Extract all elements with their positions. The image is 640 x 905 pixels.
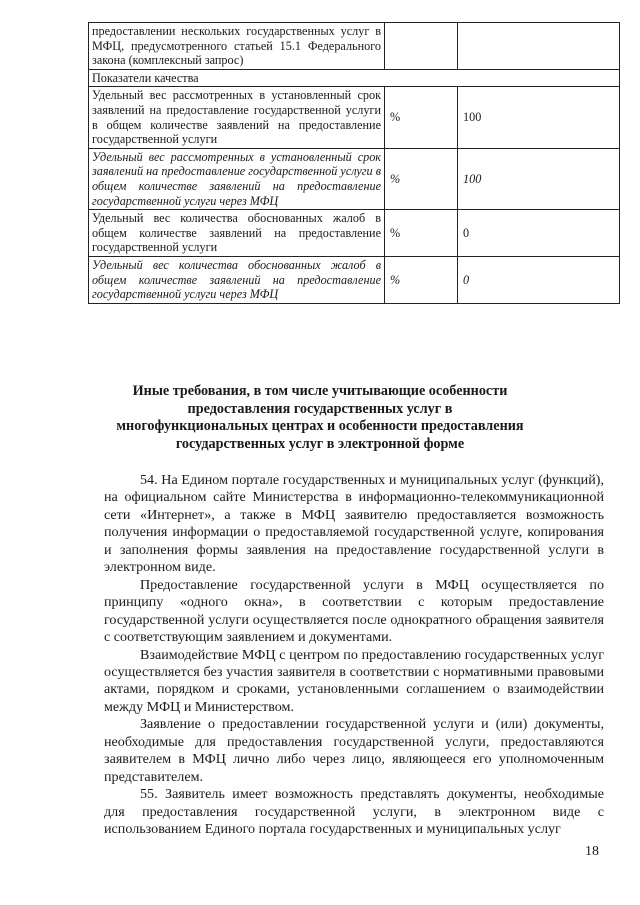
indicator-cell: Удельный вес рассмотренных в установленный срок заявлений на предоставление государственной услуги в общем количестве заявлений на предоставление государственной услуги <box>89 87 385 148</box>
section-header-cell: Показатели качества <box>89 69 620 87</box>
section-heading: Иные требования, в том числе учитывающие особенности предоставления государственных услуг в многофункциональных центрах и особенности предоставления государственных услуг в электронной форме <box>116 383 524 452</box>
table-row <box>89 256 620 303</box>
indicator-cell: предоставлении нескольких государственных услуг в МФЦ, предусмотренного статьей 15.1 Федерального закона (комплексный запрос) <box>89 23 385 70</box>
table-row <box>89 210 620 257</box>
table-row <box>89 148 620 209</box>
paragraph: 55. Заявитель имеет возможность представлять документы, необходимые для предоставления государственной услуги, в электронном виде с использованием Единого портала государственных и муниципальных услуг <box>104 786 604 838</box>
value-cell: 0 <box>458 256 620 303</box>
unit-cell: % <box>385 148 458 209</box>
value-cell: 100 <box>458 87 620 148</box>
paragraph: Предоставление государственной услуги в МФЦ осуществляется по принципу «одного окна», в соответствии с которым предоставление государственной услуги осуществляется после однократного обращения заявителя с соответствующим заявлением и документами. <box>104 576 604 646</box>
unit-cell <box>385 23 458 70</box>
value-cell: 100 <box>458 148 620 209</box>
page-number: 18 <box>585 844 599 859</box>
indicator-cell: Удельный вес количества обоснованных жалоб в общем количестве заявлений на предоставление государственной услуги <box>89 210 385 257</box>
indicator-cell: Удельный вес рассмотренных в установленный срок заявлений на предоставление государственной услуги в общем количестве заявлений на предоставление государственной услуги через МФЦ <box>89 148 385 209</box>
unit-cell: % <box>385 210 458 257</box>
body-text <box>104 472 604 839</box>
quality-indicators-table <box>88 22 620 304</box>
table-section-row <box>89 69 620 87</box>
paragraph: Взаимодействие МФЦ с центром по предоставлению государственных услуг осуществляется без участия заявителя в соответствии с нормативными правовыми актами, порядком и сроками, установленными соглашением о взаимодействии между МФЦ и Министерством. <box>104 646 604 715</box>
unit-cell: % <box>385 87 458 148</box>
indicator-cell: Удельный вес количества обоснованных жалоб в общем количестве заявлений на предоставление государственной услуги через МФЦ <box>89 256 385 303</box>
value-cell <box>458 23 620 70</box>
table-row <box>89 23 620 70</box>
paragraph: 54. На Едином портале государственных и муниципальных услуг (функций), на официальном сайте Министерства в информационно-телекоммуникационной сети «Интернет», а также в МФЦ заявителю предоставляется возможность получения информации о предоставляемой государственной услуге, копирования и заполнения формы заявления на предоставление государственной услуги в электронном виде. <box>104 472 604 576</box>
unit-cell: % <box>385 256 458 303</box>
table-row <box>89 87 620 148</box>
paragraph: Заявление о предоставлении государственной услуги и (или) документы, необходимые для предоставления государственной услуги, предоставляются заявителем в МФЦ лично либо через лицо, являющееся его уполномоченным представителем. <box>104 716 604 785</box>
value-cell: 0 <box>458 210 620 257</box>
